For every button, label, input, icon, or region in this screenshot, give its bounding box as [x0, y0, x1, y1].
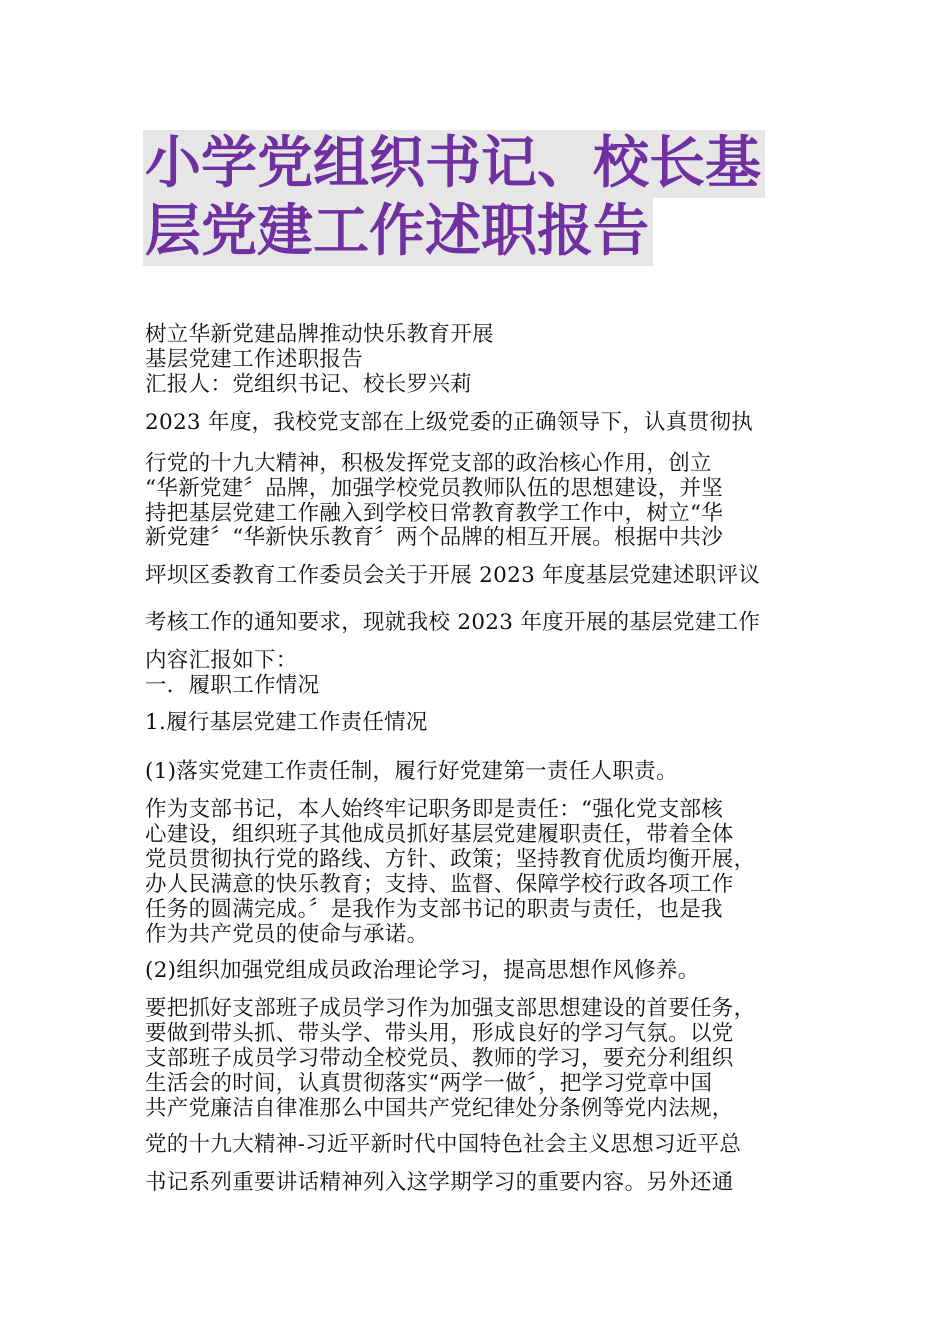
item-heading: (2)组织加强党组成员政治理论学习，提高思想作风修养。	[145, 958, 700, 983]
paragraph-line: 持把基层党建工作融入到学校日常教育教学工作中，树立“华	[145, 501, 724, 526]
paragraph-line: 任务的圆满完成。〞是我作为支部书记的职责与责任，也是我	[145, 897, 723, 922]
paragraph-line: 考核工作的通知要求，现就我校 2023 年度开展的基层党建工作	[145, 610, 761, 635]
paragraph-line: 党的十九大精神-习近平新时代中国特色社会主义思想习近平总	[145, 1132, 742, 1157]
title-line-2: 层党建工作述职报告	[143, 198, 653, 266]
paragraph-line: 内容汇报如下：	[145, 648, 298, 673]
title-line-1: 小学党组织书记、校长基	[143, 130, 765, 198]
paragraph-line: 要把抓好支部班子成员学习作为加强支部思想建设的首要任务，	[145, 996, 756, 1021]
paragraph-line: 作为共产党员的使命与承诺。	[145, 922, 429, 947]
subtitle-line: 树立华新党建品牌推动快乐教育开展	[145, 322, 494, 347]
paragraph-line: 党员贯彻执行党的路线、方针、政策；坚持教育优质均衡开展，	[145, 847, 756, 872]
paragraph-line: 书记系列重要讲话精神列入这学期学习的重要内容。另外还通	[145, 1170, 734, 1195]
paragraph-line: 办人民满意的快乐教育；支持、监督、保障学校行政各项工作	[145, 872, 734, 897]
paragraph-line: 共产党廉洁自律准那么中国共产党纪律处分条例等党内法规，	[145, 1096, 734, 1121]
item-heading: (1)落实党建工作责任制，履行好党建第一责任人职责。	[145, 759, 678, 784]
subsection-heading: 1.履行基层党建工作责任情况	[145, 710, 428, 735]
paragraph-line: 要做到带头抓、带头学、带头用，形成良好的学习气氛。以党	[145, 1021, 734, 1046]
paragraph-line: 新党建〞“华新快乐教育〞两个品牌的相互开展。根据中共沙	[145, 525, 724, 550]
reporter-line: 汇报人：党组织书记、校长罗兴莉	[145, 372, 473, 397]
paragraph-line: 心建设，组织班子其他成员抓好基层党建履职责任，带着全体	[145, 822, 734, 847]
paragraph-line: 作为支部书记，本人始终牢记职务即是责任：“强化党支部核	[145, 797, 724, 822]
paragraph-line: 坪坝区委教育工作委员会关于开展 2023 年度基层党建述职评议	[145, 563, 761, 588]
paragraph-line: 生活会的时间，认真贯彻落实“两学一做〞，把学习党章中国	[145, 1071, 713, 1096]
section-heading: 一．履职工作情况	[145, 673, 320, 698]
subtitle-line: 基层党建工作述职报告	[145, 347, 364, 372]
paragraph-line: 支部班子成员学习带动全校党员、教师的学习，要充分利组织	[145, 1046, 734, 1071]
paragraph-line: “华新党建〞品牌，加强学校党员教师队伍的思想建设，并坚	[145, 476, 724, 501]
paragraph-line: 2023 年度，我校党支部在上级党委的正确领导下，认真贯彻执	[145, 410, 754, 435]
paragraph-line: 行党的十九大精神，积极发挥党支部的政治核心作用，创立	[145, 451, 712, 476]
